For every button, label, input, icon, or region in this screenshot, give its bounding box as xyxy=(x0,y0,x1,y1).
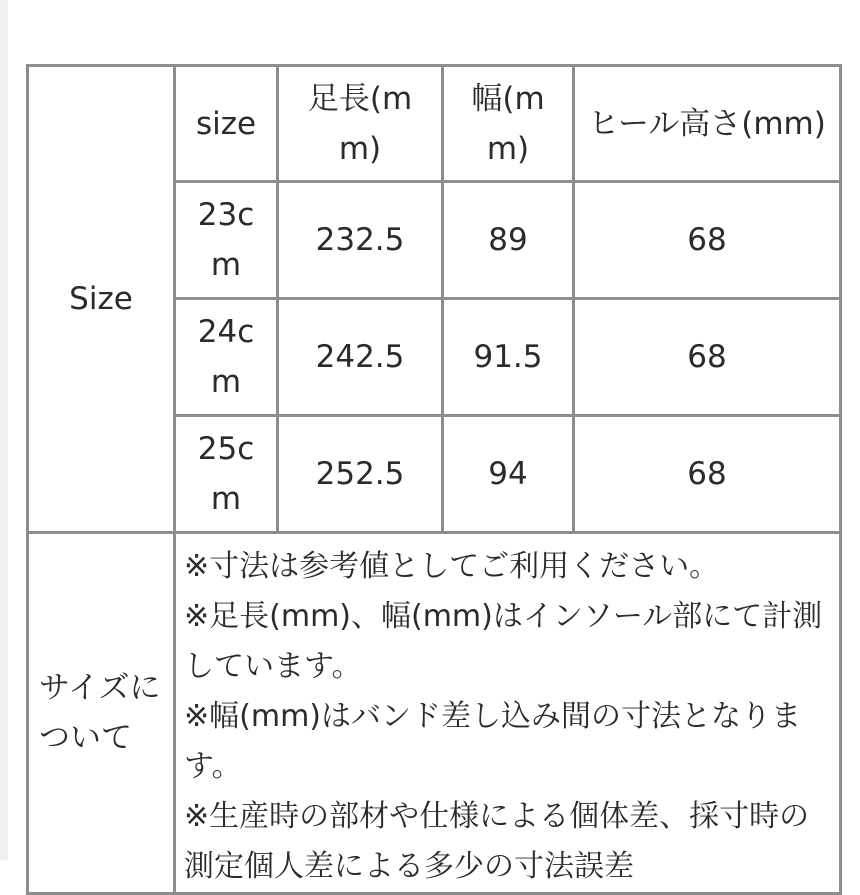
about-row xyxy=(29,534,839,892)
width-cell: 94 xyxy=(444,417,572,531)
note-insole-measurement: ※足長(mm)、幅(mm)はインソール部にて計測しています。 xyxy=(184,599,823,684)
header-width: 幅(mm) xyxy=(444,67,572,180)
header-size: size xyxy=(176,67,276,180)
width-cell: 91.5 xyxy=(444,300,572,414)
header-heel-height: ヒール高さ(mm) xyxy=(575,67,839,180)
heel-height-cell: 68 xyxy=(575,300,839,414)
about-notes xyxy=(176,534,839,892)
page-left-edge xyxy=(0,0,8,860)
note-reference-values: ※寸法は参考値としてご利用ください。 xyxy=(184,549,720,584)
heel-height-cell: 68 xyxy=(575,183,839,297)
note-individual-differences: ※生産時の部材や仕様による個体差、採寸時の測定個人差による多少の寸法誤差 xyxy=(184,799,810,884)
header-row xyxy=(29,67,839,180)
foot-length-cell: 232.5 xyxy=(279,183,441,297)
size-cell: 25cm xyxy=(176,417,276,531)
size-table xyxy=(26,64,842,895)
size-cell: 24cm xyxy=(176,300,276,414)
width-cell: 89 xyxy=(444,183,572,297)
size-section-label: Size xyxy=(29,67,173,531)
about-size-label: サイズについて xyxy=(29,534,173,892)
heel-height-cell: 68 xyxy=(575,417,839,531)
note-band-width: ※幅(mm)はバンド差し込み間の寸法となります。 xyxy=(184,699,801,784)
size-cell: 23cm xyxy=(176,183,276,297)
foot-length-cell: 242.5 xyxy=(279,300,441,414)
header-foot-length: 足長(mm) xyxy=(279,67,441,180)
foot-length-cell: 252.5 xyxy=(279,417,441,531)
